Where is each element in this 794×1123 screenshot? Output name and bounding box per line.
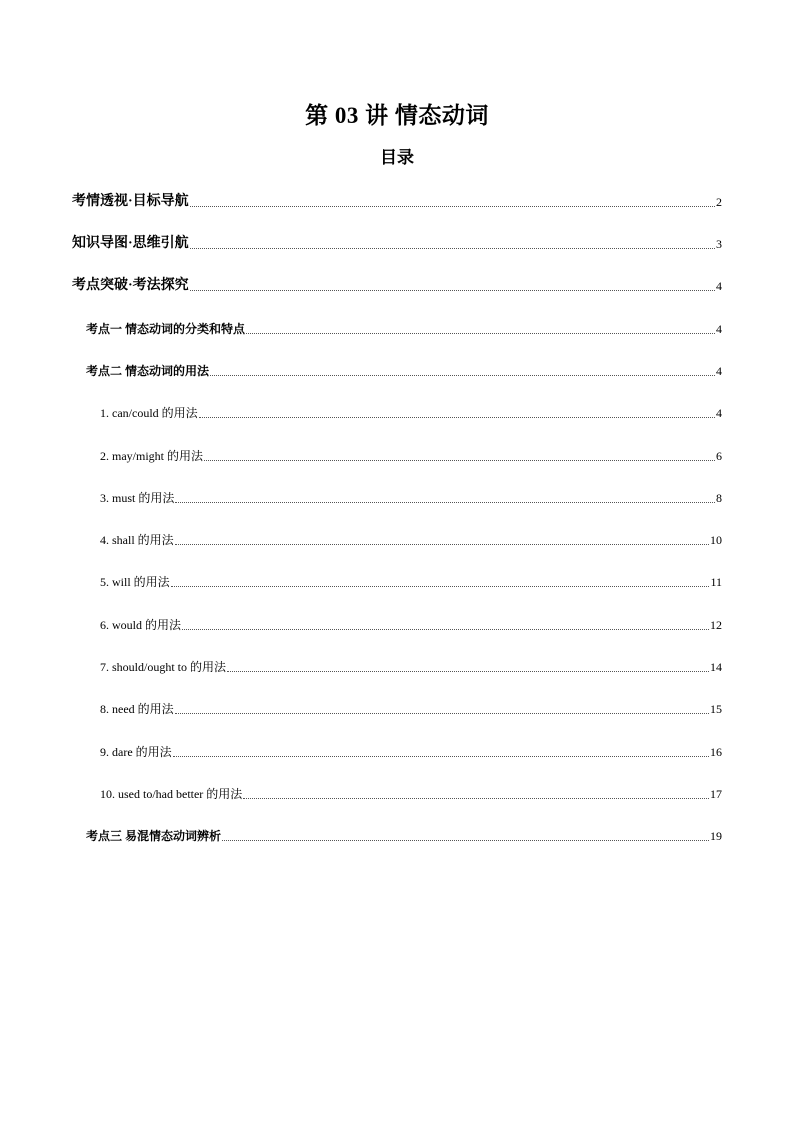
toc-entry-label: 4. shall 的用法 — [100, 533, 174, 547]
toc-dot-leader — [199, 416, 715, 418]
toc-dot-leader — [222, 839, 709, 841]
toc-entry-label: 10. used to/had better 的用法 — [100, 787, 243, 801]
toc-entry-page: 15 — [710, 702, 722, 716]
toc-entry-page: 14 — [710, 660, 722, 674]
toc-entry-mind-map[interactable] — [72, 232, 722, 252]
toc-entry-can-could[interactable] — [100, 401, 722, 421]
toc-entry-label: 考情透视·目标导航 — [72, 194, 189, 209]
toc-entry-dare[interactable] — [100, 740, 722, 760]
toc-dot-leader — [182, 628, 709, 630]
toc-entry-label: 考点三 易混情态动词辨析 — [86, 829, 222, 843]
toc-entry-point-two[interactable] — [86, 359, 722, 379]
toc-dot-leader — [210, 374, 715, 376]
toc-entry-label: 7. should/ought to 的用法 — [100, 660, 227, 674]
toc-entry-key-points[interactable] — [72, 274, 722, 294]
toc-dot-leader — [190, 205, 715, 207]
toc-entry-label: 8. need 的用法 — [100, 702, 174, 716]
toc-dot-leader — [243, 797, 709, 799]
toc-entry-label: 考点突破·考法探究 — [72, 278, 189, 293]
toc-dot-leader — [204, 459, 715, 461]
toc-entry-page: 2 — [716, 195, 722, 209]
toc-entry-used-to-had-better[interactable] — [100, 782, 722, 802]
toc-entry-shall[interactable] — [100, 528, 722, 548]
toc-dot-leader — [227, 670, 709, 672]
toc-dot-leader — [171, 585, 710, 587]
toc-entry-page: 4 — [716, 406, 722, 420]
toc-dot-leader — [173, 755, 709, 757]
toc-entry-label: 5. will 的用法 — [100, 575, 170, 589]
toc-entry-page: 11 — [710, 575, 722, 589]
toc-entry-label: 1. can/could 的用法 — [100, 406, 198, 420]
toc-entry-point-three[interactable] — [86, 824, 722, 844]
toc-dot-leader — [190, 247, 715, 249]
toc-entry-label: 考点一 情态动词的分类和特点 — [86, 322, 246, 336]
toc-entry-page: 4 — [716, 322, 722, 336]
toc-entry-page: 12 — [710, 618, 722, 632]
toc-entry-label: 6. would 的用法 — [100, 618, 182, 632]
toc-entry-point-one[interactable] — [86, 317, 722, 337]
toc-entry-label: 3. must 的用法 — [100, 491, 175, 505]
toc-entry-page: 16 — [710, 745, 722, 759]
toc-entry-page: 19 — [710, 829, 722, 843]
toc-entry-label: 考点二 情态动词的用法 — [86, 364, 210, 378]
page-title: 第 03 讲 情态动词 — [305, 103, 489, 128]
toc-entry-label: 9. dare 的用法 — [100, 745, 172, 759]
toc-entry-page: 17 — [710, 787, 722, 801]
toc-entry-page: 4 — [716, 279, 722, 293]
toc-dot-leader — [175, 501, 715, 503]
toc-entry-should-ought-to[interactable] — [100, 655, 722, 675]
toc-entry-will[interactable] — [100, 570, 722, 590]
toc-entry-page: 4 — [716, 364, 722, 378]
toc-dot-leader — [190, 289, 715, 291]
toc-dot-leader — [246, 332, 715, 334]
toc-entry-label: 知识导图·思维引航 — [72, 236, 189, 251]
toc-entry-page: 10 — [710, 533, 722, 547]
toc-entry-would[interactable] — [100, 613, 722, 633]
toc-entry-page: 8 — [716, 491, 722, 505]
toc-entry-need[interactable] — [100, 697, 722, 717]
toc-entry-exam-overview[interactable] — [72, 190, 722, 210]
toc-entry-label: 2. may/might 的用法 — [100, 449, 203, 463]
toc-entry-must[interactable] — [100, 486, 722, 506]
toc-entry-may-might[interactable] — [100, 444, 722, 464]
toc-entry-page: 3 — [716, 237, 722, 251]
toc-dot-leader — [175, 543, 709, 545]
toc-heading: 目录 — [380, 148, 414, 167]
toc-dot-leader — [175, 712, 709, 714]
toc-entry-page: 6 — [716, 449, 722, 463]
